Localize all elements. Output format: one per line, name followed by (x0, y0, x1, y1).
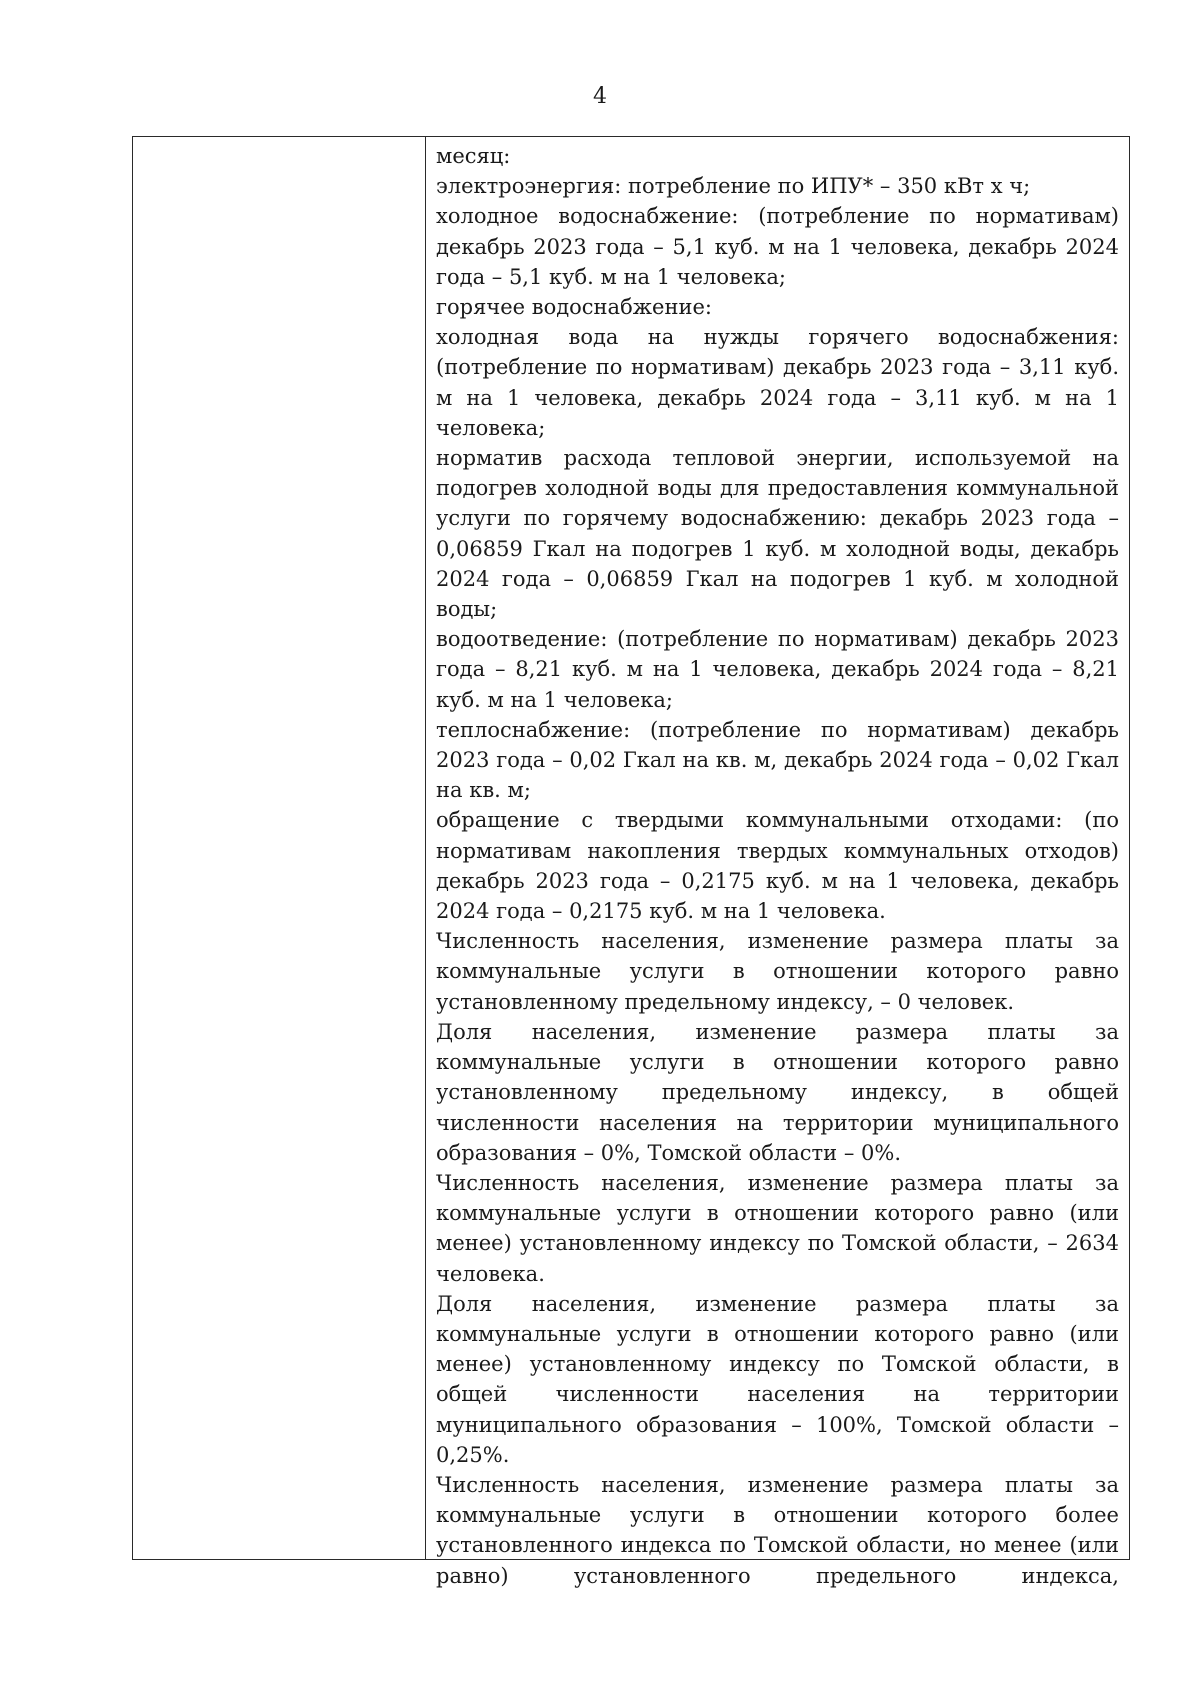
page-number: 4 (593, 84, 607, 109)
paragraph-wastewater: водоотведение: (потребление по нормативам) декабрь 2023 года – 8,21 куб. м на 1 человека, декабрь 2024 года – 8,21 куб. м на 1 человека; (436, 627, 1119, 712)
paragraph-month: месяц: (436, 144, 511, 168)
paragraph-cold-water-for-hot: холодная вода на нужды горячего водоснабжения: (потребление по нормативам) декабрь 2023 года – 3,11 куб. м на 1 человека, декабрь 2024 года – 3,11 куб. м на 1 человека; (436, 325, 1119, 440)
paragraph-population-equal-limit: Численность населения, изменение размера платы за коммунальные услуги в отношении которого равно установленному предельному индексу, – 0 человек. (436, 929, 1119, 1014)
table-right-cell (426, 137, 1129, 1588)
paragraph-hot-water-heading: горячее водоснабжение: (436, 295, 712, 320)
paragraph-share-under-index: Доля населения, изменение размера платы за коммунальные услуги в отношении которого равно (или менее) установленному индексу по Томской области, в общей численности населения на территории муниципального образования – 100%, Томской области – 0,25%. (436, 1291, 1119, 1467)
paragraph-population-under-index: Численность населения, изменение размера платы за коммунальные услуги в отношении которого равно (или менее) установленному индексу по Томской области, – 2634 человека. (436, 1170, 1119, 1286)
table-left-cell (133, 137, 426, 1559)
paragraph-population-above-index: Численность населения, изменение размера платы за коммунальные услуги в отношении которого более установленного индекса по Томской области, но менее (или равно) установленного предельного индекса, (436, 1472, 1119, 1588)
paragraph-share-equal-limit: Доля населения, изменение размера платы за коммунальные услуги в отношении которого равно установленному предельному индексу, в общей численности населения на территории муниципального образования – 0%, Томской области – 0%. (436, 1019, 1119, 1165)
paragraph-heat-norm: норматив расхода тепловой энергии, используемой на подогрев холодной воды для предоставления коммунальной услуги по горячему водоснабжению: декабрь 2023 года – 0,06859 Гкал на подогрев 1 куб. м холодной воды, декабрь 2024 года – 0,06859 Гкал на подогрев 1 куб. м холодной воды; (436, 446, 1119, 622)
paragraph-electricity: электроэнергия: потребление по ИПУ* – 350 кВт х ч; (436, 174, 1031, 199)
document-table (132, 136, 1130, 1588)
paragraph-cold-water: холодное водоснабжение: (потребление по нормативам) декабрь 2023 года – 5,1 куб. м на 1 человека, декабрь 2024 года – 5,1 куб. м на 1 человека; (436, 204, 1119, 289)
paragraph-heating: теплоснабжение: (потребление по нормативам) декабрь 2023 года – 0,02 Гкал на кв. м, декабрь 2024 года – 0,02 Гкал на кв. м; (436, 717, 1119, 803)
paragraph-solid-waste: обращение с твердыми коммунальными отходами: (по нормативам накопления твердых коммунальных отходов) декабрь 2023 года – 0,2175 куб. м на 1 человека, декабрь 2024 года – 0,2175 куб. м на 1 человека. (436, 808, 1119, 924)
